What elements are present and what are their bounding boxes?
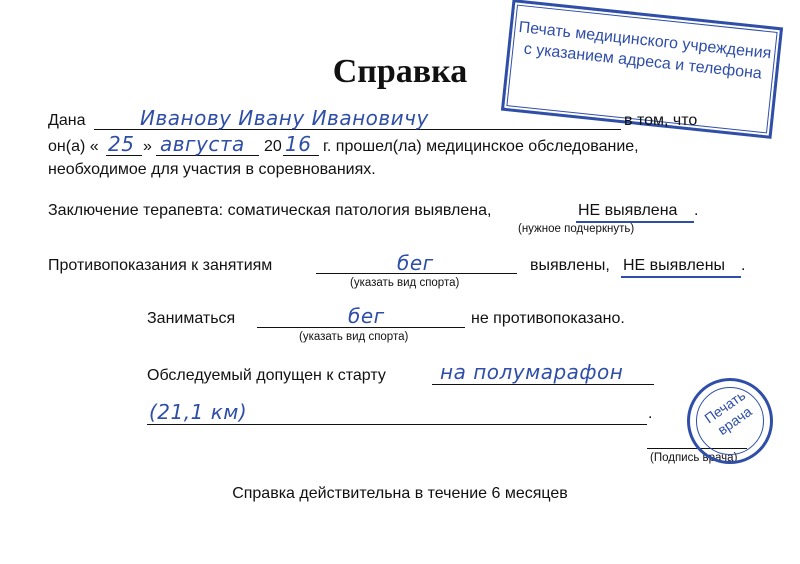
race-value: на полумарафон: [440, 360, 624, 384]
patient-name: Иванову Ивану Ивановичу: [140, 106, 429, 130]
conclusion-text: Заключение терапевта: соматическая патология выявлена,: [48, 202, 492, 219]
conclusion-end: .: [694, 202, 699, 219]
distance-value: (21,1 км): [149, 400, 248, 424]
line2-suffix: г. прошел(ла) медицинское обследование,: [323, 138, 639, 155]
contraindications-middle: выявлены,: [530, 257, 610, 274]
doctor-stamp-text: Печать врача: [701, 386, 755, 438]
race-field-line: [432, 384, 654, 385]
day-value: 25: [108, 132, 135, 156]
start-prefix: Обследуемый допущен к старту: [147, 367, 386, 384]
month-value: августа: [160, 132, 245, 156]
signature-label: (Подпись врача): [650, 452, 738, 464]
contraindications-choice: НЕ выявлены: [623, 257, 726, 274]
contraindications-hint: (указать вид спорта): [350, 277, 460, 289]
year-prefix: 20: [264, 138, 282, 155]
year-value: 16: [285, 132, 312, 156]
line1-prefix: Дана: [48, 112, 86, 129]
contraindications-sport: бег: [397, 251, 434, 275]
allowed-suffix: не противопоказано.: [471, 310, 625, 327]
line2-prefix: он(а) «: [48, 138, 99, 155]
quote-close: »: [143, 138, 152, 155]
validity-note: Справка действительна в течение 6 месяцев: [232, 485, 568, 502]
allowed-sport: бег: [348, 304, 385, 328]
contraindications-end: .: [741, 257, 746, 274]
start-end: .: [648, 405, 653, 422]
allowed-prefix: Заниматься: [147, 310, 236, 327]
contraindications-prefix: Противопоказания к занятиям: [48, 257, 273, 274]
conclusion-hint: (нужное подчеркнуть): [518, 223, 635, 235]
distance-field-line: [147, 424, 647, 425]
institution-stamp-text: Печать медицинского учреждения с указанием адреса и телефона: [517, 18, 773, 83]
contraindications-choice-underline: [621, 276, 741, 278]
line1-suffix: в том, что: [624, 112, 698, 129]
allowed-hint: (указать вид спорта): [299, 331, 409, 343]
line3-text: необходимое для участия в соревнованиях.: [48, 161, 376, 178]
conclusion-choice: НЕ выявлена: [578, 202, 678, 219]
document-title: Справка: [332, 53, 468, 90]
doctor-stamp: [687, 378, 773, 464]
